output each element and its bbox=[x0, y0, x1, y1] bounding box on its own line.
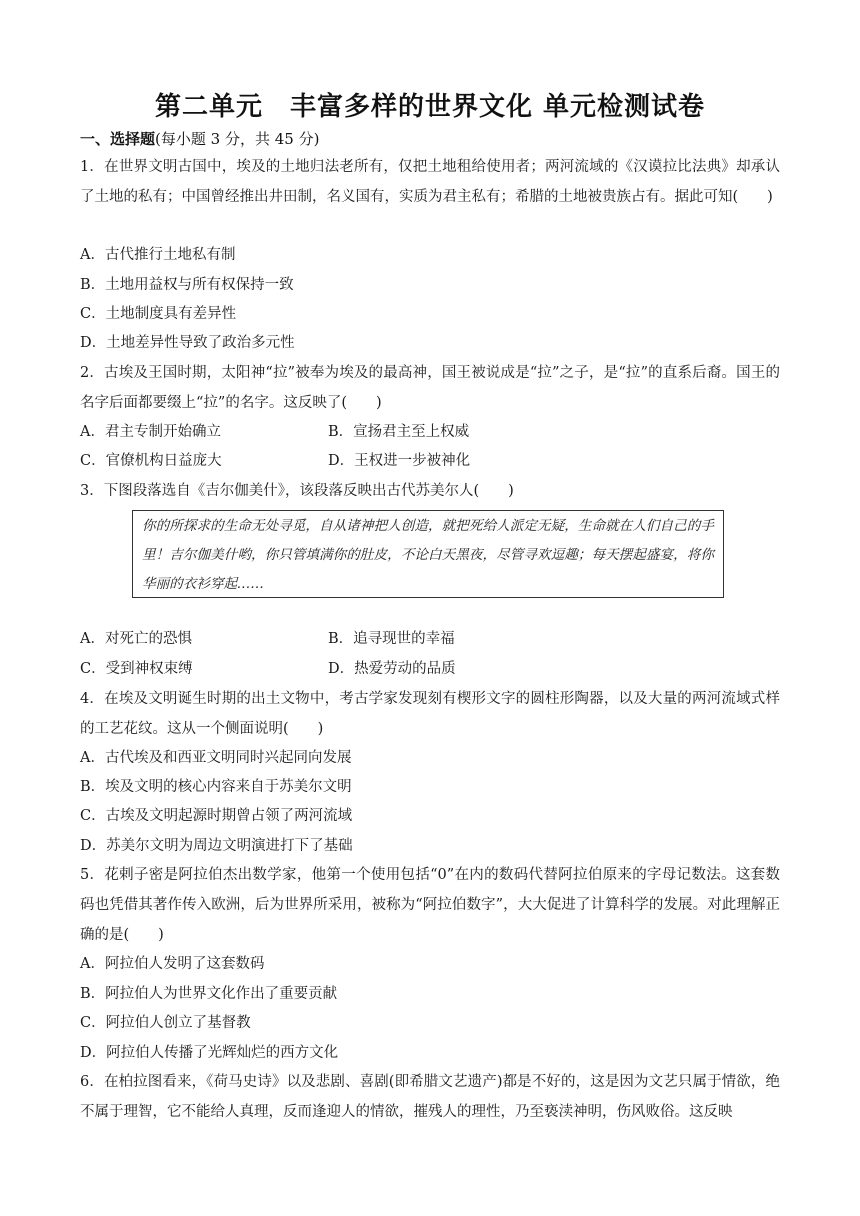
question-5-option-b: B．阿拉伯人为世界文化作出了重要贡献 bbox=[80, 986, 338, 1002]
question-3-option-b: B．追寻现世的幸福 bbox=[328, 631, 455, 647]
question-2-stem: 2．古埃及王国时期，太阳神“拉”被奉为埃及的最高神，国王被说成是“拉”之子，是“拉”的直系后裔。国王的名字后面都要缀上“拉”的名字。这反映了( ) bbox=[80, 365, 780, 411]
question-2-option-b: B．宣扬君主至上权威 bbox=[328, 424, 470, 440]
question-1-option-c: C．土地制度具有差异性 bbox=[80, 306, 237, 322]
question-5-option-d: D．阿拉伯人传播了光辉灿烂的西方文化 bbox=[80, 1045, 339, 1061]
section-heading bbox=[80, 128, 319, 149]
question-1-option-d: D．土地差异性导致了政治多元性 bbox=[80, 335, 295, 351]
question-2-option-c: C．官僚机构日益庞大 bbox=[80, 453, 222, 469]
question-3-option-d: D．热爱劳动的品质 bbox=[328, 661, 456, 677]
question-5-option-c: C．阿拉伯人创立了基督教 bbox=[80, 1015, 251, 1031]
question-1-option-b: B．土地用益权与所有权保持一致 bbox=[80, 277, 294, 293]
gilgamesh-quote-box: 你的所探求的生命无处寻觅，自从诸神把人创造，就把死给人派定无疑，生命就在人们自己的手里！吉尔伽美什哟，你只管填满你的肚皮，不论白天黑夜，尽管寻欢逗趣；每天摆起盛宴，将你华丽的衣衫穿起…… bbox=[132, 510, 724, 598]
section-scoring-note: (每小题 3 分，共 45 分) bbox=[155, 130, 320, 148]
section-heading-label: 一、选择题 bbox=[80, 130, 156, 148]
question-4-stem: 4．在埃及文明诞生时期的出土文物中，考古学家发现刻有楔形文字的圆柱形陶器，以及大量的两河流域式样的工艺花纹。这从一个侧面说明( ) bbox=[80, 691, 780, 737]
question-6-stem: 6．在柏拉图看来，《荷马史诗》以及悲剧、喜剧(即希腊文艺遗产)都是不好的，这是因为文艺只属于情欲，绝不属于理智，它不能给人真理，反而逢迎人的情欲，摧残人的理性，乃至亵渎神明，伤风败俗。这反映 bbox=[80, 1074, 780, 1120]
question-3-stem: 3．下图段落选自《吉尔伽美什》，该段落反映出古代苏美尔人( ) bbox=[80, 483, 514, 499]
question-2-option-d: D．王权进一步被神化 bbox=[328, 453, 471, 469]
question-4-option-b: B．埃及文明的核心内容来自于苏美尔文明 bbox=[80, 779, 352, 795]
question-1-option-a: A．古代推行土地私有制 bbox=[80, 247, 236, 263]
question-5-option-a: A．阿拉伯人发明了这套数码 bbox=[80, 956, 265, 972]
page-title: 第二单元 丰富多样的世界文化 单元检测试卷 bbox=[154, 92, 706, 122]
question-3-option-a: A．对死亡的恐惧 bbox=[80, 631, 192, 647]
question-1-stem: 1．在世界文明古国中，埃及的土地归法老所有，仅把土地租给使用者；两河流域的《汉谟拉比法典》却承认了土地的私有；中国曾经推出井田制，名义国有，实质为君主私有；希腊的土地被贵族占有。据此可知( ) bbox=[80, 159, 780, 205]
question-2-option-a: A．君主专制开始确立 bbox=[80, 424, 221, 440]
question-4-option-d: D．苏美尔文明为周边文明演进打下了基础 bbox=[80, 838, 353, 854]
question-4-option-a: A．古代埃及和西亚文明同时兴起同向发展 bbox=[80, 750, 352, 766]
question-5-stem: 5．花剌子密是阿拉伯杰出数学家，他第一个使用包括“0”在内的数码代替阿拉伯原来的字母记数法。这套数码也凭借其著作传入欧洲，后为世界所采用，被称为“阿拉伯数字”，大大促进了计算科学的发展。对此理解正确的是( ) bbox=[80, 867, 780, 943]
question-4-option-c: C．古埃及文明起源时期曾占领了两河流域 bbox=[80, 808, 353, 824]
question-3-option-c: C．受到神权束缚 bbox=[80, 661, 193, 677]
